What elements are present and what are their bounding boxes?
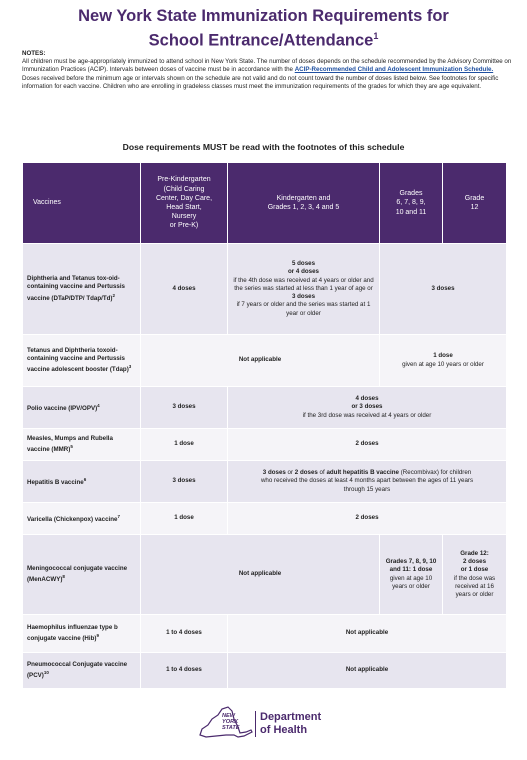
hepb-k12: 3 doses or 2 doses of adult hepatitis B vaccine (Recombivax) for children who received the doses at least 4 months apart between the ages of 11 years through 15 years: [228, 461, 507, 503]
notes-text: All children must be age-appropriately immunized to attend school in New York State. The number of doses depends on the schedule recommended by the Advisory Committee on Immunization Practices (ACIP). Intervals between doses of vaccine must be in accordance with the ACIP-Recommended Child and Adolescent Immunization Schedule. Doses received before the minimum age or intervals shown on the schedule are not valid and do not count toward the number of doses listed below. See footnotes for specific information for each vaccine. Children who are enrolling in gradeless classes must meet the immunization requirements of the grades for which they are age equivalent.: [22, 58, 512, 91]
header-grades-6-11: Grades 6, 7, 8, 9, 10 and 11: [380, 163, 443, 244]
vaccine-name-varicella: Varicella (Chickenpox) vaccine$^7$: [23, 503, 141, 535]
tdap-prek-5: Not applicable: [141, 335, 380, 387]
table-row: [23, 653, 507, 689]
nys-department-of-health-logo: [196, 705, 336, 743]
menacwy-grade-12: Grade 12: 2 doses or 1 dose if the dose was received at 16 years or older: [443, 535, 507, 615]
table-row: [23, 244, 507, 335]
vaccine-name-mmr: Measles, Mumps and Rubella vaccine (MMR)$^5$: [23, 429, 141, 461]
polio-k12: 4 doses or 3 doses if the 3rd dose was received at 4 years or older: [228, 387, 507, 429]
varicella-k12: 2 doses: [228, 503, 507, 535]
menacwy-prek-5: Not applicable: [141, 535, 380, 615]
table-row: [23, 429, 507, 461]
immunization-table: [22, 162, 507, 689]
hib-prek: 1 to 4 doses: [141, 615, 228, 653]
department-of-health-text: Department of Health: [260, 711, 322, 736]
logo-divider: [255, 711, 256, 737]
table-row: [23, 461, 507, 503]
varicella-prek: 1 dose: [141, 503, 228, 535]
hepb-prek: 3 doses: [141, 461, 228, 503]
vaccine-name-tdap: Tetanus and Diphtheria toxoid-containing vaccine and Pertussis vaccine adolescent booster (Tdap)$^3$: [23, 335, 141, 387]
header-prek: Pre-Kindergarten (Child Caring Center, Day Care, Head Start, Nursery or Pre-K): [141, 163, 228, 244]
table-row: [23, 503, 507, 535]
mmr-prek: 1 dose: [141, 429, 228, 461]
vaccine-name-menacwy: Meningococcal conjugate vaccine (MenACWY)$^8$: [23, 535, 141, 615]
pcv-prek: 1 to 4 doses: [141, 653, 228, 689]
vaccine-name-hepb: Hepatitis B vaccine$^6$: [23, 461, 141, 503]
notes-heading: NOTES:: [22, 50, 46, 57]
vaccine-name-pcv: Pneumococcal Conjugate vaccine (PCV)$^{10}$: [23, 653, 141, 689]
menacwy-grades-7-11: Grades 7, 8, 9, 10 and 11: 1 dose given at age 10 years or older: [380, 535, 443, 615]
vaccine-name-hib: Haemophilus influenzae type b conjugate vaccine (Hib)$^9$: [23, 615, 141, 653]
tdap-grades-6-12: 1 dose given at age 10 years or older: [380, 335, 507, 387]
dtap-grades-6-12: 3 doses: [380, 244, 507, 335]
pcv-k12: Not applicable: [228, 653, 507, 689]
vaccine-name-polio: Polio vaccine $(IPV/OPV)^4$: [23, 387, 141, 429]
dtap-k5: 5 doses or 4 doses if the 4th dose was received at 4 years or older and the series was started at less than 1 year of age or 3 doses if 7 years or older and the series was started at 1 year or older: [228, 244, 380, 335]
mmr-k12: 2 doses: [228, 429, 507, 461]
table-row: [23, 387, 507, 429]
header-k5: Kindergarten and Grades 1, 2, 3, 4 and 5: [228, 163, 380, 244]
table-row: [23, 535, 507, 615]
dose-requirements-subheading: Dose requirements MUST be read with the footnotes of this schedule: [122, 142, 405, 152]
table-header-row: [23, 163, 507, 244]
table-row: [23, 615, 507, 653]
new-york-state-text: NEW YORK STATE: [222, 713, 240, 732]
header-grade-12: Grade 12: [443, 163, 507, 244]
polio-prek: 3 doses: [141, 387, 228, 429]
page-title: New York State Immunization Requirements for School Entrance/Attendance$^1$: [78, 7, 449, 50]
acip-schedule-link[interactable]: ACIP-Recommended Child and Adolescent Immunization Schedule.: [294, 66, 494, 74]
vaccine-name-dtap: Diphtheria and Tetanus tox-oid-containing vaccine and Pertussis vaccine (DTaP/DTP/ Tdap/Td)$^2$: [23, 244, 141, 335]
header-vaccines: Vaccines: [23, 163, 141, 244]
hib-k12: Not applicable: [228, 615, 507, 653]
title-footnote: 1: [373, 31, 379, 41]
table-row: [23, 335, 507, 387]
dtap-prek: 4 doses: [141, 244, 228, 335]
